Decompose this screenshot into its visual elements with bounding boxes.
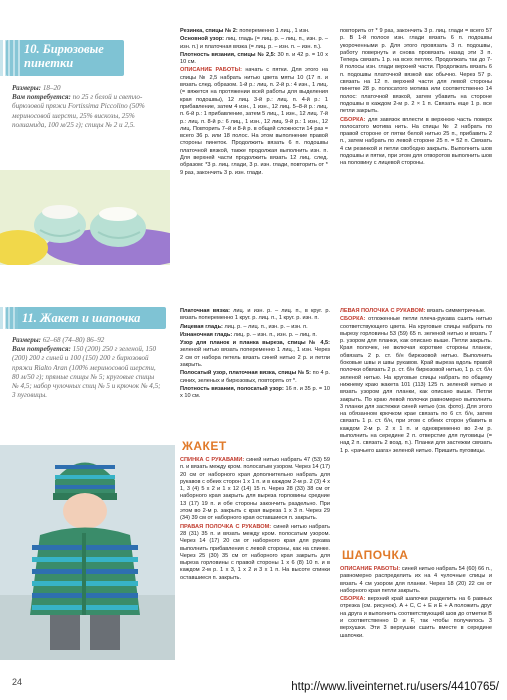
paragraph (340, 566, 492, 595)
jacket-col3 (340, 308, 492, 456)
booties-decor-stripe (0, 40, 20, 76)
paragraph-heading: ЛЕВАЯ ПОЛОЧКА С РУКАВОМ: (340, 308, 426, 314)
paragraph-text: попеременно 1 лиц., 1 изн. (237, 28, 310, 34)
paragraph (180, 308, 330, 323)
jacket-section-heading: ЖАКЕТ (182, 439, 227, 453)
paragraph (180, 340, 330, 369)
paragraph (180, 386, 330, 401)
paragraph (340, 117, 492, 168)
paragraph (180, 52, 328, 67)
paragraph-text: верхний край шапочки разделить на 6 равных отрезка (см. рисунок). A + C, C + E и E + A положить друг на друга и выполнить соответствующий шов до отметки B и соответственно D и F, так чтобы получилось 3 верхушки. Эти 3 верхушки сшить вместе в середине шапочки. (340, 596, 492, 639)
paragraph-term: Лицевая гладь: (180, 323, 223, 330)
paragraph-text: зеленой нитью вязать попеременно 1 лиц., 1 изн. Через 2 см от набора петель вязать синей нитью 2 р. и петли закрыть. (180, 347, 330, 369)
paragraph-heading: ПРАВАЯ ПОЛОЧКА С РУКАВОМ: (180, 523, 272, 530)
paragraph (340, 316, 492, 455)
paragraph-text: лиц. и изн. р. – лиц. п., в круг. р. вязать попеременно 1 круг. р. лиц. п., 1 круг. р. изн. п. (180, 308, 330, 322)
paragraph-term: Резинка, спицы № 2: (180, 28, 238, 34)
jacket-decor-stripe (0, 307, 18, 329)
paragraph-term: Узор для планок и планка выреза, спицы № 4,5: (180, 340, 330, 347)
paragraph-text: лиц. гладь (= лиц. р. – лиц. п., изн. р. – изн. п.) и платочная вязка (= лиц. р. – изн. п. – изн. п.). (180, 36, 328, 50)
paragraph (180, 370, 330, 385)
paragraph-heading: СБОРКА: (340, 596, 366, 603)
paragraph (180, 324, 330, 331)
paragraph-heading: СБОРКА: (340, 316, 366, 323)
booties-col2 (180, 28, 328, 178)
paragraph (180, 36, 328, 51)
paragraph-text: синей нитью набрать 47 (53) 59 п. и вязать между кром. полосатым узором. Через 14 (17) 20 см от наборного края дополнительно набрать для рукавов с обеих сторон 1 х 1 п. и в каждом 2-м р. 2 (3) 4 х 1, 3 (4) 5 х 2 и 1 х 12 (14) 15 п. Через 28 (33) 38 см от наборного края закрыть для выреза горловины средние 13 (17) 19 п. и обе стороны закончить раздельно. При этом во 2-м р. закрыть с края выреза 1 х 3 п. Через 29 (34) 39 см от наборного края оставшиеся п. закрыть. (180, 457, 331, 522)
booties-title: 10. Бирюзовые пинетки (24, 42, 104, 70)
paragraph-text: отложенные петли плеча-рукава сшить нитью соответствующего цвета. На круговые спицы набрать по вырезу горловины 53 (59) 65 п. зеленой нитью и вязать 7 р. узором для планки, как описано выше. Петли закрыть. Края полочек, не включая короткие стороны планок, обвязать 2 р. ст. б/н бирюзовой нитью. Выполнить боковые швы и швы рукавов. Край выреза вдоль правой полочки обвязать 2 р. ст. б/н бирюзовой нитью, 1 р. ст. б/н зеленой нитью. На круговые спицы набрать по общему нижнему краю жакета 101 (113) 125 п. зеленой нитью и вязать узором для планки, как описано выше. Петли закрыть. По краю левой полочки равномерно выполнить 3 планки для застежки синей нитью (см. фото). Для этого на обязанном крючком крае связать по 6 ст. б/н, затем связать 1 р. ст. б/н, при этом с обеих сторон убавить в каждом 2-м р. 2 х 1 п. и одновременно во 2-м р. выполнить на середине 2 п. отверстие для пуговицы (= над 2 п. связать 2 возд. п.). Планки для застежки связать 1 р. «рачьего шага» зеленой нитью. Пришить пуговицы. (340, 316, 492, 454)
booties-photo (0, 170, 170, 265)
paragraph-text: начать с пятки. Для этого на спицы № 2,5 набрать нитью цвета мяты 10 (17 п. и вязать след. образом. 1-й р.: лиц. п. 2-й р.: 4 изн., 1 лиц. (= вяжется на протяжении всей работы для выделения края подошвы), 12 лиц. 3-й р.: лиц. п. 4-й р.: 1 прибавление, затем 4 изн., 1 изн., 12 лиц. 5–8-й р.: лиц. п. 6-й р.: 1 прибавление, затем 5 лиц., 1 изн., 12 лиц. 7-й р.: лиц. п. 8-й р.: 6 лиц., 1 изн., 12 лиц. 9-й р.: 1 изн., 12 лиц. Повторить 7–й и 8-й р. в общей сложности 14 раз = всего 36 р. или 18 полос. На этом выполнение правой стороны пинеток. Продолжить вязать 6 п. подошвы платочной вязкой, также продолжая выполнить изн. п. Для верхней части продолжить вязать 12 лиц. след. образом: *3 р. лиц. глади, 3 р. изн. глади, повторить от * 9 раз, закончить 3 р. изн. глади. (180, 67, 328, 176)
paragraph-term: Платочная вязка: (180, 308, 230, 314)
paragraph (340, 596, 492, 640)
paragraph-term: Плотность вязания, спицы № 2,5: (180, 51, 276, 58)
paragraph-heading: СПИНКА С РУКАВАМИ: (180, 457, 245, 463)
paragraph (180, 28, 328, 35)
paragraph-heading: ОПИСАНИЕ РАБОТЫ: (180, 67, 242, 74)
paragraph-text: синей нитью набрать 28 (31) 35 п. и вязать между кром. полосатым узором. Через 14 (17) 20 см от наборного края для рукава выполнить прибавления с левой стороны, как на спинке. Через 25 (30) 35 см от наборного края закрыть для выреза горловины с правой стороны 1 х 6 (8) 10 п. и в каждом 2-м р. 1 х 3, 1 х 2 и 3 х 1 п. На высоте спинки оставшиеся п. закрыть. (180, 523, 330, 581)
child-photo (0, 445, 175, 660)
hat-instructions (340, 566, 492, 641)
jacket-title: 11. Жакет и шапочка (22, 311, 141, 325)
jacket-instructions (180, 457, 330, 583)
page-number: 24 (12, 677, 23, 687)
paragraph (340, 308, 492, 315)
paragraph-term: Основной узор: (180, 36, 225, 43)
paragraph-term: Изнаночная гладь: (180, 331, 233, 338)
paragraph-term: Полосатый узор, платочная вязка, спицы № 5: (180, 370, 311, 377)
booties-col3 (340, 28, 492, 169)
paragraph-text: лиц. р. – изн. п., изн. р. – лиц. п. (232, 331, 317, 338)
paragraph-text: 30 п. и 42 р. = 10 х 10 см. (180, 51, 328, 66)
paragraph-text: синей нитью набрать 54 (60) 66 п., равномерно распределить их на 4 чулочные спицы и вязать 4 см узором для планки. Через 18 (20) 22 см от наборного края петли закрыть. (340, 566, 492, 594)
paragraph-term: Плотность вязания, полосатый узор: (180, 385, 284, 392)
paragraph (180, 457, 330, 523)
paragraph (340, 28, 492, 116)
paragraph-heading: ОПИСАНИЕ РАБОТЫ: (340, 566, 401, 572)
paragraph (180, 524, 330, 582)
footer-url[interactable]: http://www.liveinternet.ru/users/4410765/ (291, 681, 499, 693)
jacket-specs: Размеры: 62–68 (74–80) 86–92 Вам потребуется: 150 (200) 250 г зеленой, 150 (200) 200 г синей и 100 (150) 200 г бирюзовой пряжи Rialto Aran (100% мериносовой шерсти, 80 м/50 г); прямые спицы № 5; круговые спицы № 4,5; набор чулочных спиц № 5 и крючок № 4,5; 3 пуговицы. (12, 336, 161, 400)
paragraph-text: для завязок вплести в верхнюю часть поверх полосатого мотива нить. На спицы № 2 набрать по правой стороне от пятки белой нитью 25 п., прибавить 2 п., затем набрать по левой стороне 25 п. = 52 п. Связать 4 см резинкой и петли свободно закрыть. Выполнить шов подошвы и пятки, при этом для отворотов выполнить шов на половину с лицевой стороны. (340, 116, 492, 167)
hat-section-heading: ШАПОЧКА (342, 548, 409, 562)
paragraph (180, 67, 328, 176)
paragraph-heading: СБОРКА: (340, 116, 366, 123)
paragraph (180, 332, 330, 339)
paragraph-text: по 4 р. синих, зеленых и бирюзовых, повторять от *. (180, 370, 330, 384)
paragraph-text: 16 п. и 35 р. = 10 х 10 см. (180, 385, 331, 400)
paragraph-text: вязать симметричные. (425, 308, 486, 314)
booties-specs: Размеры: 18–20 Вам потребуется: по 25 г белой и светло-бирюзовой пряжи Fortissima Piccolino (50% мериносовой шерсти, 25% вискозы, 25% полиамида, 100 м/25 г); спицы № 2 и 2,5. (12, 84, 145, 129)
paragraph-text: повторить от * 9 раз, закончить 3 р. лиц. глади = всего 57 р. В 1-й полосе изн. глади вязать 6 п. подошвы укороченными р. Для этого провязать 3 п. подошвы, работу повернуть и снова провязать назад эти 3 п. Теперь связать 1 р. на всех петлях. Продолжать так до 7-й полосы изн. глади верхней части. Продолжать вязать 6 п. подошвы платочной вязкой как обычно. Через 57 р. связать на 12 п. верхней части для левой стороны пинетке 28 р. полосатого мотива или соответственно 14 полос: платочной вязкой, затем убавить на стороне подошвы в каждом 2-м р. 2 × 1 п. Связать еще 1 р. все петли закрыть. (340, 28, 492, 115)
jacket-col2 (180, 308, 330, 402)
paragraph-text: лиц. р. – лиц. п., изн. р. – изн. п. (222, 323, 308, 330)
